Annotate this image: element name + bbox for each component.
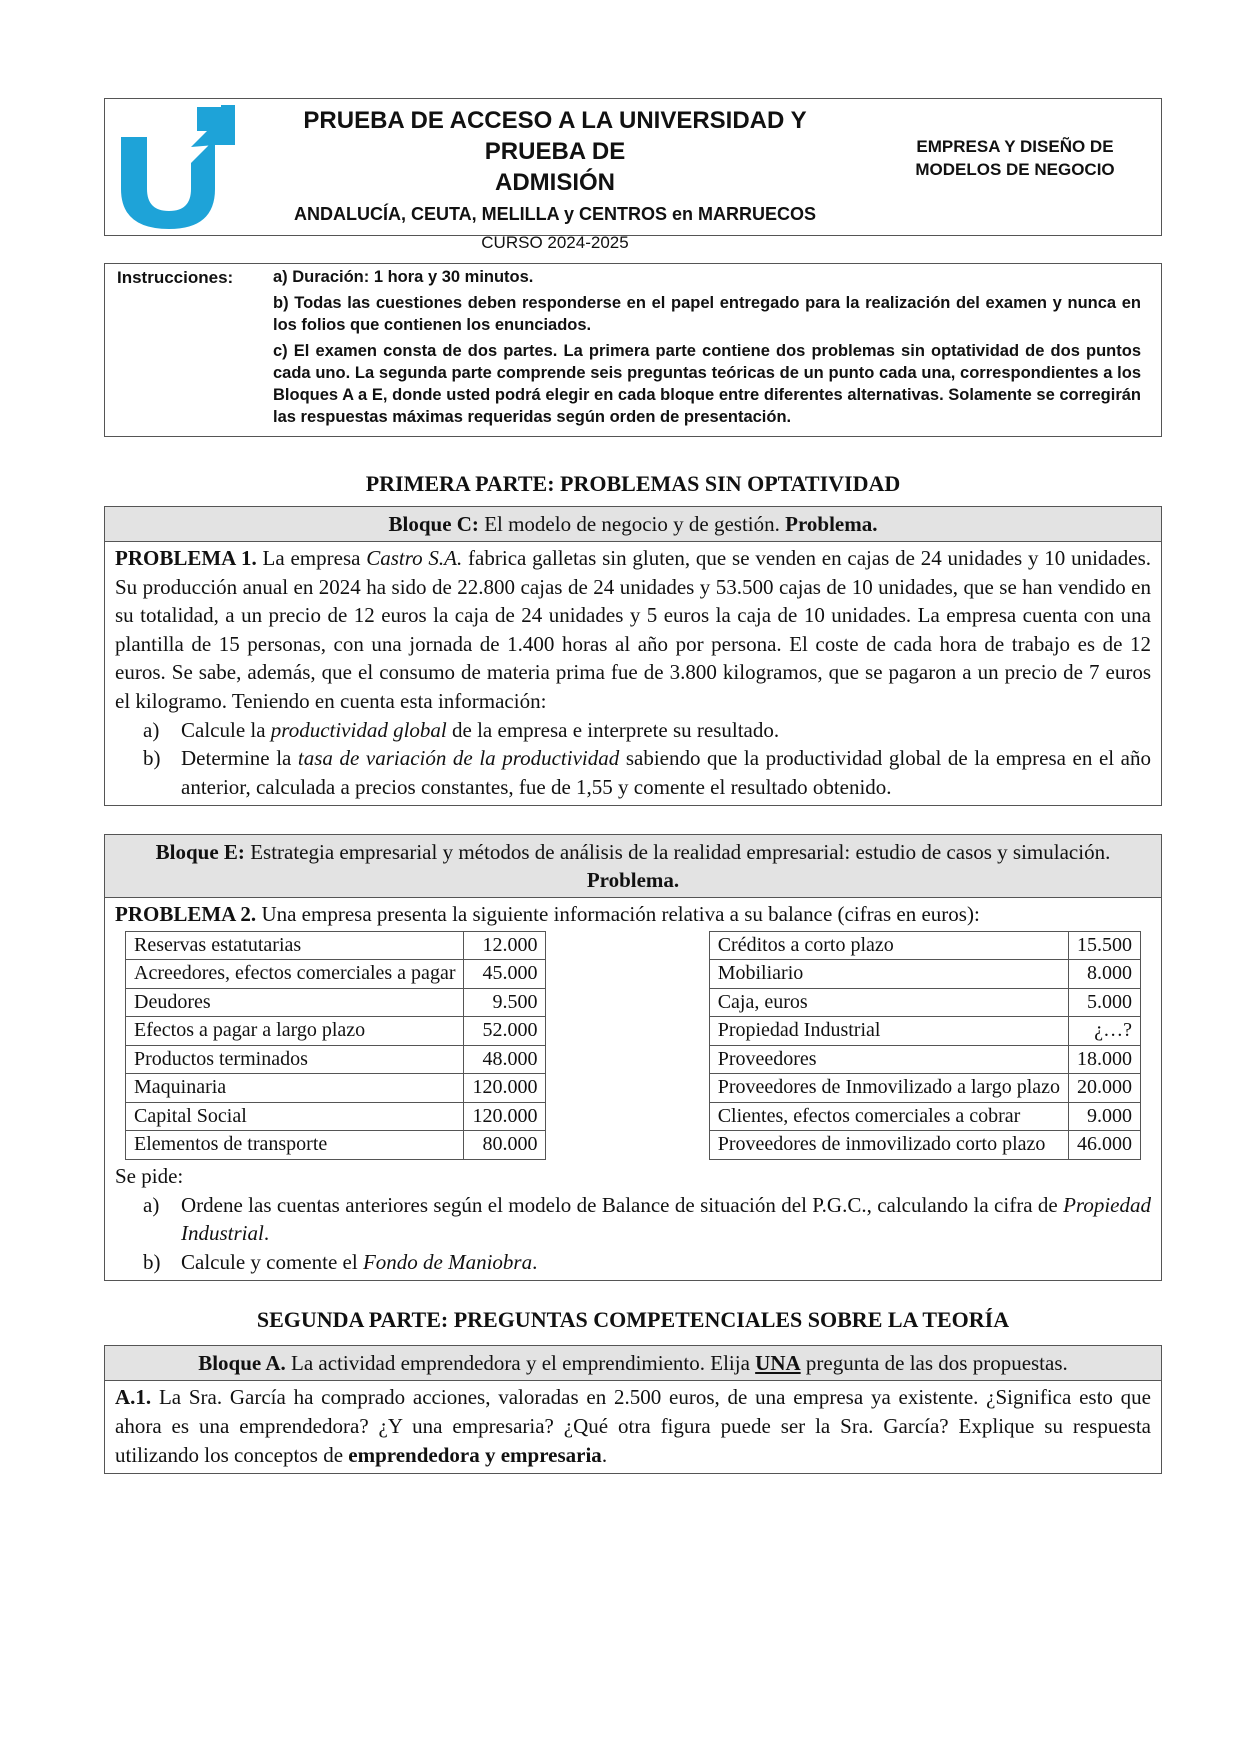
balance-row: [126, 1045, 546, 1074]
problem-1-question-a: [115, 716, 1151, 745]
subject-line2: MODELOS DE NEGOCIO: [915, 160, 1115, 179]
balance-row: [126, 1074, 546, 1103]
balance-table-right: [709, 931, 1141, 1160]
question-a1-body: La Sra. García ha comprado acciones, valoradas en 2.500 euros, de una empresa ya existente. ¿Significa esto que ahora es una emprendedora? ¿Y una empresaria? ¿Qué otra figura puede ser la Sra. García? Explique su respuesta utilizando los conceptos de: [115, 1385, 1151, 1467]
question-a-label: a): [143, 1192, 160, 1217]
account-value: 12.000: [464, 931, 546, 960]
balance-table-left: [125, 931, 546, 1160]
question-a1-label: A.1.: [115, 1385, 152, 1410]
balance-row: [126, 960, 546, 989]
block-a: [104, 1345, 1162, 1474]
problem-2-question-b: [115, 1248, 1151, 1277]
balance-row: [709, 1017, 1140, 1046]
balance-row: [126, 1102, 546, 1131]
question-a-term: Propiedad Industrial: [181, 1192, 1151, 1246]
problem-2-intro: Una empresa presenta la siguiente información relativa a su balance (cifras en euros):: [256, 902, 980, 927]
part2-title: SEGUNDA PARTE: PREGUNTAS COMPETENCIALES SOBRE LA TEORÍA: [256, 1307, 1010, 1333]
balance-row: [709, 1131, 1140, 1160]
account-value: 9.500: [464, 988, 546, 1017]
account-name: Acreedores, efectos comerciales a pagar: [126, 960, 464, 989]
problem-1-text-a: La empresa: [256, 546, 367, 570]
block-a-title-tail: pregunta de las dos propuestas.: [800, 1351, 1068, 1376]
balance-row: [126, 988, 546, 1017]
question-b-term: tasa de variación de la productividad: [297, 746, 620, 771]
block-c-type: Problema.: [785, 512, 878, 536]
block-c-title: El modelo de negocio y de gestión.: [478, 512, 786, 536]
account-name: Mobiliario: [709, 960, 1068, 989]
question-b-label: b): [143, 1249, 161, 1274]
account-name: Créditos a corto plazo: [709, 931, 1068, 960]
account-name: Proveedores de inmovilizado corto plazo: [709, 1131, 1068, 1160]
account-value: 46.000: [1069, 1131, 1141, 1160]
question-b-pre: Calcule y comente el: [181, 1249, 363, 1274]
problem-1-question-b: [115, 744, 1151, 801]
exam-title-line1: PRUEBA DE ACCESO A LA UNIVERSIDAD Y PRUEBA DE: [303, 107, 807, 165]
header-titles: [255, 105, 855, 253]
account-name: Productos terminados: [126, 1045, 464, 1074]
question-a-pre: Calcule la: [181, 717, 271, 742]
question-b-pre: Determine la: [181, 746, 298, 771]
question-b-term: Fondo de Maniobra: [362, 1249, 533, 1274]
question-b-text: [181, 1248, 1151, 1277]
question-a-post: de la empresa e interprete su resultado.: [446, 717, 780, 742]
block-e-type: Problema.: [586, 868, 680, 893]
question-a-pre: Ordene las cuentas anteriores según el modelo de Balance de situación del P.G.C., calculando la cifra de: [181, 1192, 1064, 1217]
account-name: Propiedad Industrial: [709, 1017, 1068, 1046]
block-c: [104, 506, 1162, 806]
question-a-text: [181, 716, 1151, 745]
block-e-label: Bloque E:: [155, 840, 245, 865]
account-value: ¿…?: [1069, 1017, 1141, 1046]
company-name: Castro S.A.: [366, 546, 463, 570]
question-a-text: [181, 1191, 1151, 1248]
instruction-a: a) Duración: 1 hora y 30 minutos.: [273, 268, 534, 286]
account-name: Reservas estatutarias: [126, 931, 464, 960]
question-b-text: [181, 744, 1151, 801]
account-value: 15.500: [1069, 931, 1141, 960]
subject-line1: EMPRESA Y DISEÑO DE: [916, 137, 1114, 156]
account-value: 120.000: [464, 1102, 546, 1131]
question-a-label: a): [143, 717, 160, 742]
question-a1-concepts: emprendedora y empresaria: [348, 1442, 602, 1467]
balance-row: [709, 931, 1140, 960]
block-a-header: [105, 1346, 1161, 1381]
account-name: Capital Social: [126, 1102, 464, 1131]
exam-title-line2: ADMISIÓN: [495, 169, 615, 196]
block-e: [104, 834, 1162, 1281]
balance-row: [709, 988, 1140, 1017]
account-value: 48.000: [464, 1045, 546, 1074]
university-u-logo: [111, 103, 239, 233]
question-a1: [105, 1381, 1161, 1473]
block-e-title: Estrategia empresarial y métodos de análisis de la realidad empresarial: estudio de casos y simulación.: [244, 840, 1111, 865]
exam-course: CURSO 2024-2025: [481, 233, 629, 252]
block-c-header: [105, 507, 1161, 542]
balance-tables: [125, 931, 1141, 1160]
account-value: 5.000: [1069, 988, 1141, 1017]
block-e-header: [105, 835, 1161, 898]
instructions-label: Instrucciones:: [117, 268, 234, 287]
problem-2-question-a: [115, 1191, 1151, 1248]
block-a-choice: UNA: [755, 1351, 801, 1376]
account-value: 8.000: [1069, 960, 1141, 989]
problem-2-statement: [115, 900, 1151, 929]
balance-row: [709, 1074, 1140, 1103]
question-a1-end: .: [601, 1442, 608, 1467]
question-a1-text: [115, 1383, 1151, 1469]
account-name: Efectos a pagar a largo plazo: [126, 1017, 464, 1046]
instructions-body: [273, 266, 1161, 432]
account-name: Caja, euros: [709, 988, 1068, 1017]
account-name: Maquinaria: [126, 1074, 464, 1103]
exam-region: ANDALUCÍA, CEUTA, MELILLA y CENTROS en MARRUECOS: [294, 204, 816, 224]
account-name: Proveedores: [709, 1045, 1068, 1074]
question-a-post: .: [263, 1221, 270, 1246]
question-b-label: b): [143, 746, 161, 771]
balance-row: [709, 960, 1140, 989]
part1-title: PRIMERA PARTE: PROBLEMAS SIN OPTATIVIDAD: [365, 471, 901, 496]
problem-2-label: PROBLEMA 2.: [115, 902, 257, 927]
instruction-c: c) El examen consta de dos partes. La primera parte contiene dos problemas sin optatividad de dos puntos cada uno. La segunda parte comprende seis preguntas teóricas de un punto cada una, correspondientes a los Bloques A a E, donde usted podrá elegir en cada bloque entre diferentes alternativas. Solamente se corregirán las respuestas máximas requeridas según orden de presentación.: [273, 342, 1141, 426]
question-b-post: sabiendo que la productividad global de la empresa en el año anterior, calculada a precios constantes, fue de 1,55 y comente el resultado obtenido.: [181, 746, 1151, 799]
problem-1: [105, 542, 1161, 805]
account-name: Elementos de transporte: [126, 1131, 464, 1160]
problem-1-label: PROBLEMA 1.: [115, 546, 257, 570]
account-value: 80.000: [464, 1131, 546, 1160]
account-value: 45.000: [464, 960, 546, 989]
instruction-b: b) Todas las cuestiones deben responderse en el papel entregado para la realización del examen y nunca en los folios que contienen los enunciados.: [273, 294, 1141, 334]
question-b-post: .: [532, 1249, 538, 1274]
balance-row: [709, 1102, 1140, 1131]
exam-subject: [905, 135, 1125, 181]
block-a-title: La actividad emprendedora y el emprendimiento. Elija: [285, 1351, 756, 1376]
exam-header: [104, 98, 1162, 252]
balance-row: [126, 931, 546, 960]
exam-page: [104, 98, 1162, 1474]
problem-2: [105, 898, 1161, 1280]
problem-1-statement: [115, 544, 1151, 716]
account-name: Clientes, efectos comerciales a cobrar: [709, 1102, 1068, 1131]
account-value: 20.000: [1069, 1074, 1141, 1103]
account-value: 52.000: [464, 1017, 546, 1046]
account-value: 120.000: [464, 1074, 546, 1103]
block-a-label: Bloque A.: [198, 1351, 286, 1376]
account-value: 9.000: [1069, 1102, 1141, 1131]
instructions-box: [104, 263, 1162, 437]
account-name: Proveedores de Inmovilizado a largo plazo: [709, 1074, 1068, 1103]
balance-row: [126, 1131, 546, 1160]
balance-row: [709, 1045, 1140, 1074]
account-value: 18.000: [1069, 1045, 1141, 1074]
problem-1-text-b: fabrica galletas sin gluten, que se venden en cajas de 24 unidades y 10 unidades. Su producción anual en 2024 ha sido de 22.800 cajas de 24 unidades y 53.500 cajas de 10 unidades, que se han vendido en su totalidad, a un precio de 12 euros la caja de 24 unidades y 5 euros la caja de 10 unidades. La empresa cuenta con una plantilla de 15 personas, con una jornada de 1.400 horas al año por persona. El coste de cada hora de trabajo es de 12 euros. Se sabe, además, que el consumo de materia prima fue de 3.800 kilogramos, que se pagaron a un precio de 7 euros el kilogramo. Teniendo en cuenta esta información:: [115, 546, 1151, 713]
account-name: Deudores: [126, 988, 464, 1017]
question-a-term: productividad global: [270, 717, 447, 742]
problem-2-ask: Se pide:: [115, 1163, 184, 1188]
balance-row: [126, 1017, 546, 1046]
block-c-label: Bloque C:: [388, 512, 479, 536]
